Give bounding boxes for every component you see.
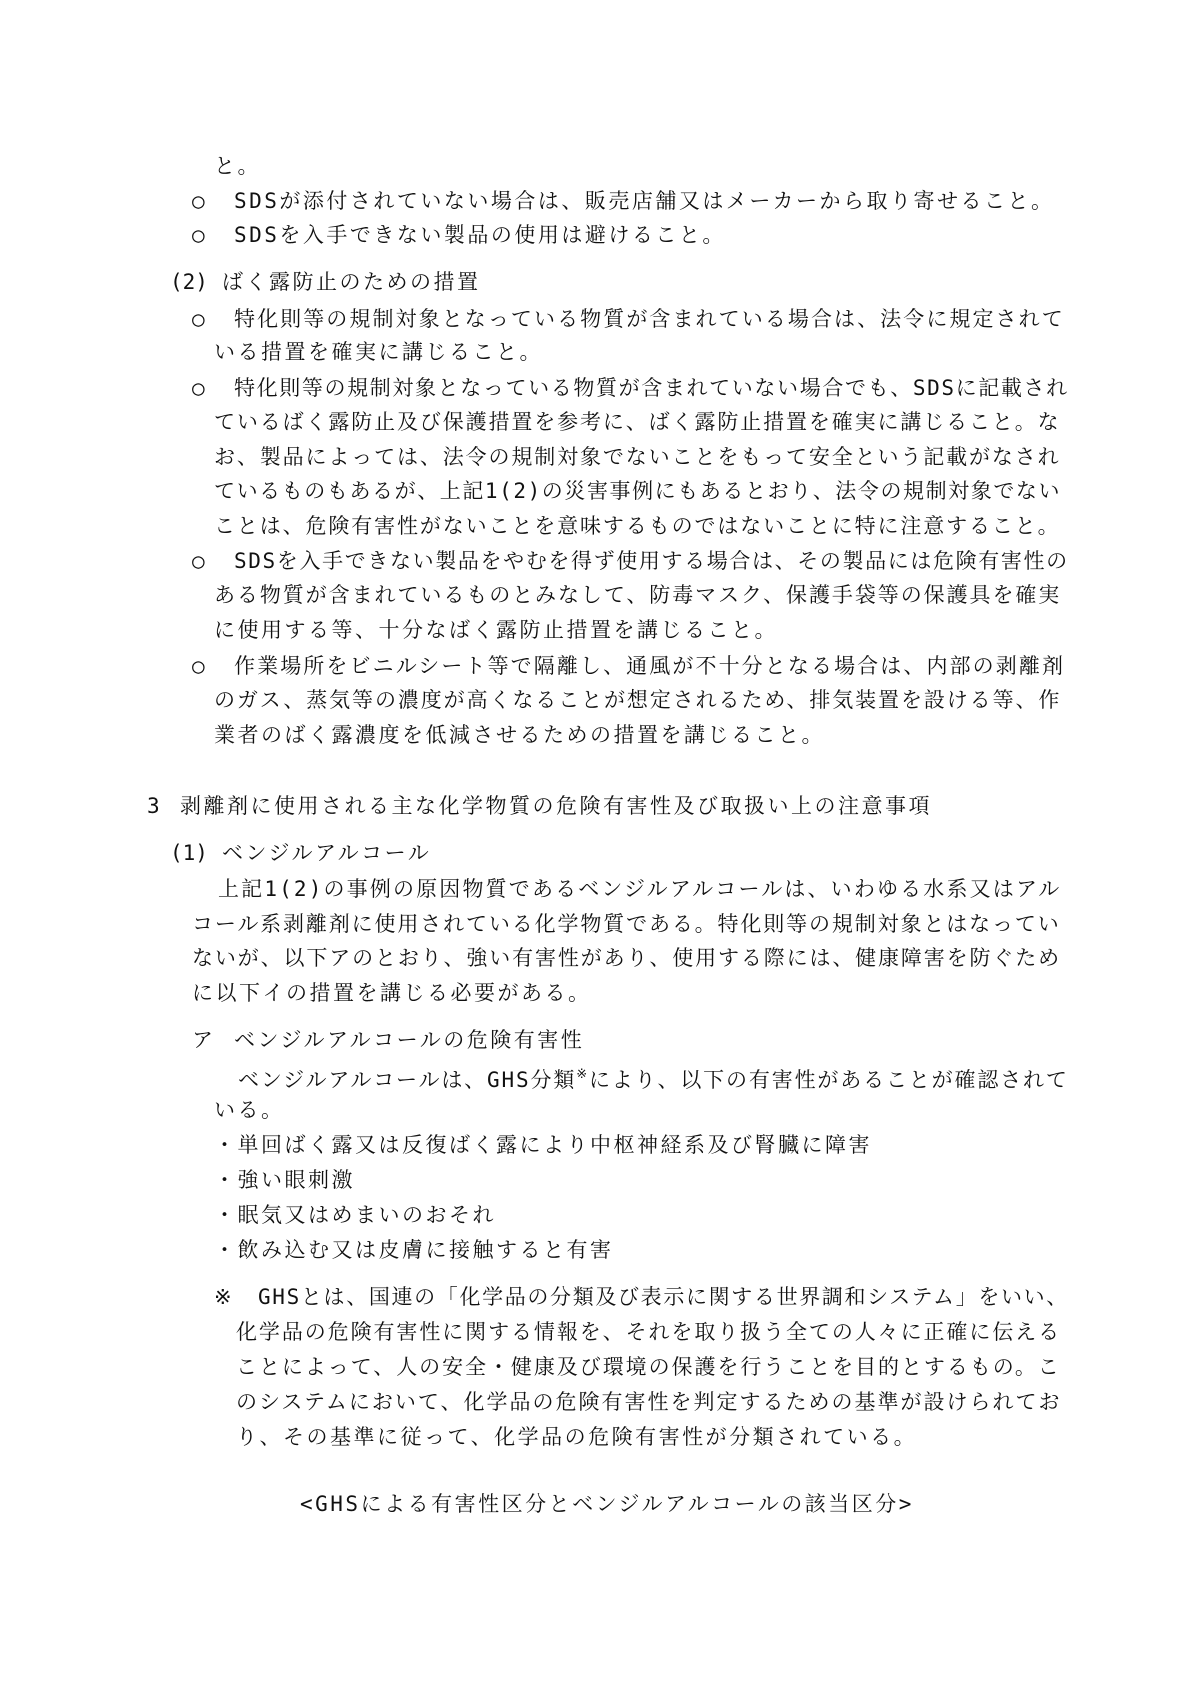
para-text: ベンジルアルコールは、GHS分類 bbox=[238, 1068, 577, 1092]
subsection-number: (2) bbox=[170, 270, 208, 294]
hazard-bullet: ・飲み込む又は皮膚に接触すると有害 bbox=[214, 1238, 614, 1262]
item-marker: ア bbox=[192, 1028, 216, 1052]
item-a-para-line-1 bbox=[238, 1060, 1069, 1095]
sub2-bullet-1-line-1 bbox=[192, 304, 1065, 334]
bullet-text: SDSを入手できない製品をやむを得ず使用する場合は、その製品には危険有害性の bbox=[234, 549, 1069, 573]
section-title: 剥離剤に使用される主な化学物質の危険有害性及び取扱い上の注意事項 bbox=[180, 794, 932, 818]
note-text: GHSとは、国連の「化学品の分類及び表示に関する世界調和システム」をいい、 bbox=[258, 1285, 1069, 1309]
subsection-title: ばく露防止のための措置 bbox=[222, 270, 481, 294]
bullet-text: 特化則等の規制対象となっている物質が含まれている場合は、法令に規定されて bbox=[234, 307, 1065, 331]
circle-bullet-icon: ○ bbox=[192, 549, 207, 573]
hazard-bullet: ・単回ばく露又は反復ばく露により中枢神経系及び腎臓に障害 bbox=[214, 1133, 872, 1157]
sub1-para-line-2: コール系剥離剤に使用されている化学物質である。特化則等の規制対象とはなってい bbox=[192, 912, 1061, 936]
continuation-text: と。 bbox=[214, 154, 261, 178]
item-title: ベンジルアルコールの危険有害性 bbox=[234, 1028, 585, 1052]
sub1-para-line-1: 上記1(2)の事例の原因物質であるベンジルアルコールは、いわゆる水系又はアル bbox=[218, 877, 1062, 901]
circle-bullet-icon: ○ bbox=[192, 189, 208, 213]
hazard-bullet: ・眠気又はめまいのおそれ bbox=[214, 1203, 496, 1227]
bullet-text: 作業場所をビニルシート等で隔離し、通風が不十分となる場合は、内部の剥離剤 bbox=[234, 654, 1066, 678]
sub2-bullet-2-line-4: ているものもあるが、上記1(2)の災害事例にもあるとおり、法令の規制対象でない bbox=[214, 479, 1062, 503]
item-a-para-line-2: いる。 bbox=[214, 1098, 285, 1122]
ghs-note-line-5: り、その基準に従って、化学品の危険有害性が分類されている。 bbox=[236, 1425, 918, 1449]
bullet-text: SDSが添付されていない場合は、販売店舗又はメーカーから取り寄せること。 bbox=[234, 189, 1055, 213]
subsection-number: (1) bbox=[170, 841, 208, 865]
sub2-bullet-1-line-2: いる措置を確実に講じること。 bbox=[214, 340, 543, 364]
bullet-sds-avoid bbox=[192, 220, 726, 250]
subsection-1-heading bbox=[170, 838, 431, 868]
section-3-heading bbox=[147, 791, 932, 821]
ghs-note-line-4: のシステムにおいて、化学品の危険有害性を判定するための基準が設けられてお bbox=[236, 1390, 1062, 1414]
hazard-bullet: ・強い眼刺激 bbox=[214, 1168, 355, 1192]
sub2-bullet-3-line-3: に使用する等、十分なばく露防止措置を講じること。 bbox=[214, 618, 778, 642]
sub2-bullet-2-line-2: ているばく露防止及び保護措置を参考に、ばく露防止措置を確実に講じること。な bbox=[214, 410, 1061, 434]
bullet-text: SDSを入手できない製品の使用は避けること。 bbox=[234, 223, 726, 247]
circle-bullet-icon: ○ bbox=[192, 223, 208, 247]
bullet-sds-obtain bbox=[192, 186, 1055, 216]
footnote-mark: ※ bbox=[576, 1067, 589, 1082]
circle-bullet-icon: ○ bbox=[192, 376, 207, 400]
bullet-text: 特化則等の規制対象となっている物質が含まれていない場合でも、SDSに記載され bbox=[234, 376, 1069, 400]
sub2-bullet-4-line-2: のガス、蒸気等の濃度が高くなることが想定されるため、排気装置を設ける等、作 bbox=[214, 688, 1062, 712]
section-number: 3 bbox=[147, 794, 160, 818]
ghs-note-line-3: ことによって、人の安全・健康及び環境の保護を行うことを目的とするもの。こ bbox=[236, 1355, 1061, 1379]
circle-bullet-icon: ○ bbox=[192, 307, 207, 331]
subsection-title: ベンジルアルコール bbox=[222, 841, 432, 865]
sub1-para-line-3: ないが、以下アのとおり、強い有害性があり、使用する際には、健康障害を防ぐため bbox=[192, 946, 1061, 970]
subsection-2-heading bbox=[170, 267, 481, 297]
sub2-bullet-3-line-1 bbox=[192, 546, 1069, 576]
sub2-bullet-2-line-5: ことは、危険有害性がないことを意味するものではないことに特に注意すること。 bbox=[214, 514, 1061, 538]
ghs-note-line-2: 化学品の危険有害性に関する情報を、それを取り扱う全ての人々に正確に伝える bbox=[236, 1320, 1061, 1344]
note-marker: ※ bbox=[214, 1285, 234, 1309]
sub2-bullet-4-line-1 bbox=[192, 651, 1065, 681]
ghs-note-line-1 bbox=[214, 1282, 1069, 1312]
table-caption: <GHSによる有害性区分とベンジルアルコールの該当区分> bbox=[300, 1492, 914, 1516]
para-text: により、以下の有害性があることが確認されて bbox=[588, 1068, 1069, 1092]
circle-bullet-icon: ○ bbox=[192, 654, 207, 678]
sub2-bullet-2-line-3: お、製品によっては、法令の規制対象でないことをもって安全という記載がなされ bbox=[214, 445, 1061, 469]
sub2-bullet-4-line-3: 業者のばく露濃度を低減させるための措置を講じること。 bbox=[214, 723, 825, 747]
sub2-bullet-3-line-2: ある物質が含まれているものとみなして、防毒マスク、保護手袋等の保護具を確実 bbox=[214, 583, 1062, 607]
sub1-para-line-4: に以下イの措置を講じる必要がある。 bbox=[192, 981, 592, 1005]
sub2-bullet-2-line-1 bbox=[192, 373, 1069, 403]
item-a-heading bbox=[192, 1025, 584, 1055]
